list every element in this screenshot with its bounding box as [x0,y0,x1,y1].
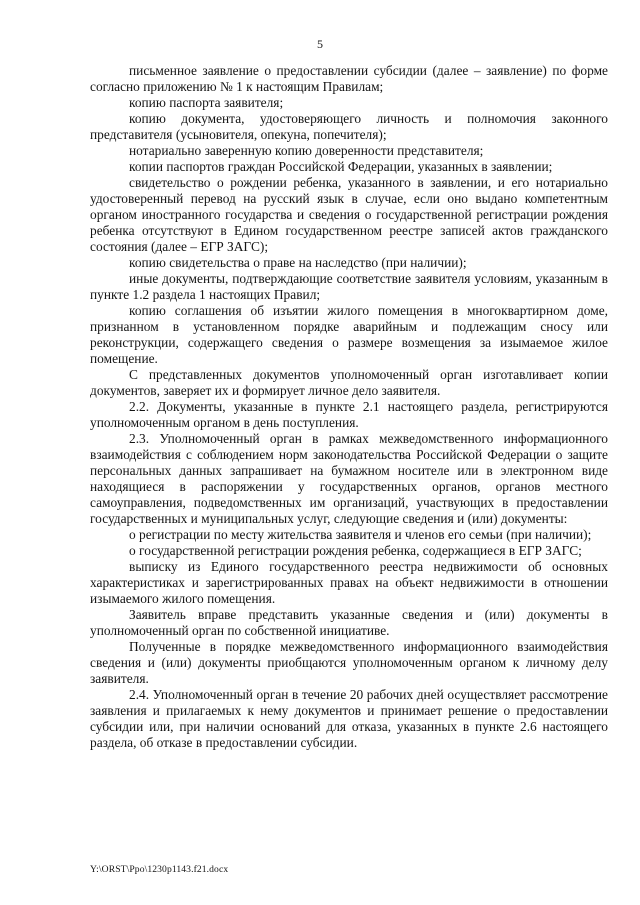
paragraph: копию документа, удостоверяющего личность и полномочия законного представителя (усыновителя, опекуна, попечителя); [90,111,608,142]
paragraph: копию свидетельства о праве на наследство (при наличии); [129,255,467,270]
paragraph: 2.4. Уполномоченный орган в течение 20 рабочих дней осуществляет рассмотрение заявления и прилагаемых к нему документов и принимает решение о предоставлении субсидии или, при наличии оснований для отказа, указанных в пункте 2.6 настоящего раздела, об отказе в предоставлении субсидии. [90,687,608,750]
paragraph: копии паспортов граждан Российской Федерации, указанных в заявлении; [129,159,553,174]
paragraph: 2.3. Уполномоченный орган в рамках межведомственного информационного взаимодействия с соблюдением норм законодательства Российской Федерации о защите персональных данных запрашивает на бумажном носителе или в электронном виде находящиеся в распоряжении у государственных органов, органов местного самоуправления, подведомственных им организаций, участвующих в предоставлении государственных и муниципальных услуг, следующие сведения и (или) документы: [90,431,608,526]
paragraph: письменное заявление о предоставлении субсидии (далее – заявление) по форме согласно приложению № 1 к настоящим Правилам; [90,63,608,94]
file-path-footer: Y:\ORST\Ppo\1230p1143.f21.docx [90,864,229,875]
paragraph: о регистрации по месту жительства заявителя и членов его семьи (при наличии); [129,527,592,542]
paragraph: Полученные в порядке межведомственного информационного взаимодействия сведения и (или) документы приобщаются уполномоченным органом к личному делу заявителя. [90,639,608,686]
paragraph: свидетельство о рождении ребенка, указанного в заявлении, и его нотариально удостоверенный перевод на русский язык в случае, если оно выдано компетентным органом иностранного государства и сведения о государственной регистрации рождения ребенка отсутствуют в Едином государственном реестре записей актов гражданского состояния (далее – ЕГР ЗАГС); [90,175,608,254]
paragraph: иные документы, подтверждающие соответствие заявителя условиям, указанным в пункте 1.2 раздела 1 настоящих Правил; [90,271,608,302]
paragraph: 2.2. Документы, указанные в пункте 2.1 настоящего раздела, регистрируются уполномоченным органом в день поступления. [90,399,608,430]
paragraph: о государственной регистрации рождения ребенка, содержащиеся в ЕГР ЗАГС; [129,543,582,558]
paragraph: копию соглашения об изъятии жилого помещения в многоквартирном доме, признанном в установленном порядке аварийным и подлежащим сносу или реконструкции, содержащего сведения о размере возмещения за изымаемое жилое помещение. [90,303,608,366]
paragraph: нотариально заверенную копию доверенности представителя; [129,143,484,158]
paragraph: С представленных документов уполномоченный орган изготавливает копии документов, заверяет их и формирует личное дело заявителя. [90,367,608,398]
paragraph: выписку из Единого государственного реестра недвижимости об основных характеристиках и зарегистрированных правах на объект недвижимости в отношении изымаемого жилого помещения. [90,559,608,606]
paragraph: Заявитель вправе представить указанные сведения и (или) документы в уполномоченный орган по собственной инициативе. [90,607,608,638]
page-number: 5 [317,37,323,51]
document-body [90,63,608,751]
paragraph: копию паспорта заявителя; [129,95,284,110]
